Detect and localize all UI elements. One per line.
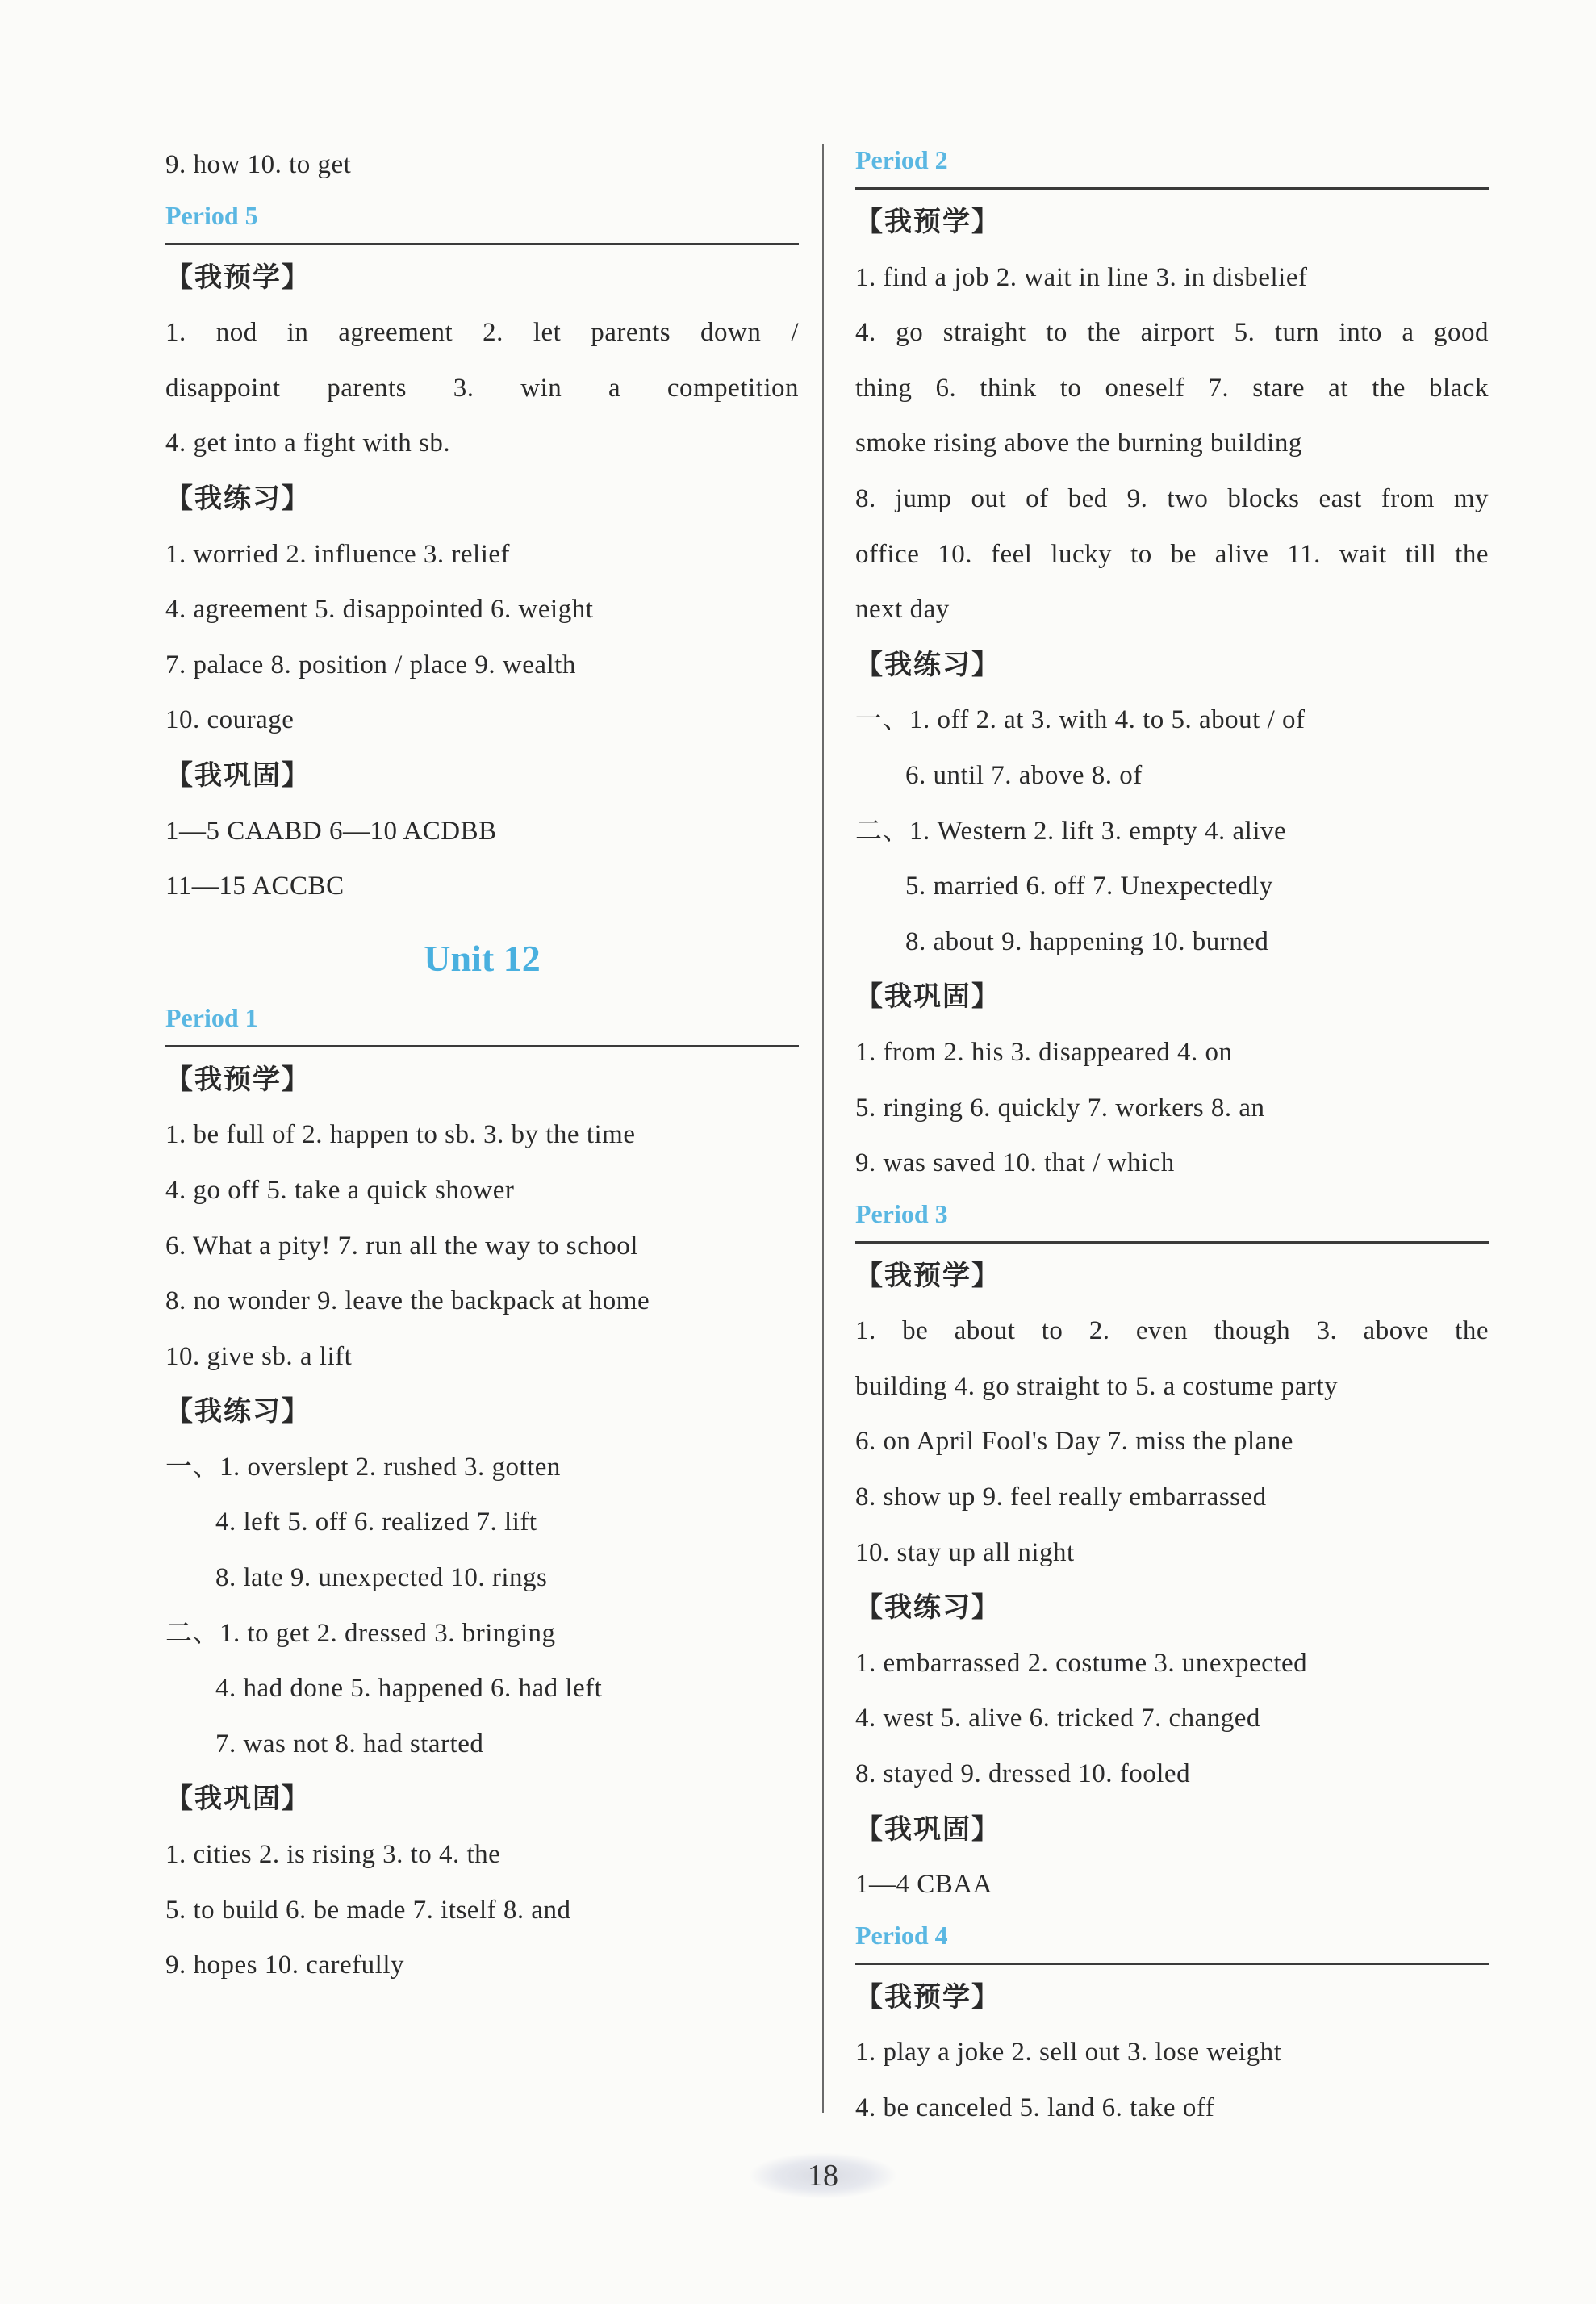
- answer-line: 二、1. Western 2. lift 3. empty 4. alive: [855, 816, 1287, 846]
- answer-line: 4. get into a fight with sb.: [165, 429, 451, 458]
- section-heading: 【我练习】: [165, 482, 311, 515]
- answer-line: 5. married 6. off 7. Unexpectedly: [905, 872, 1273, 901]
- answer-line: 10. stay up all night: [855, 1537, 1075, 1567]
- answer-line: 1—5 CAABD 6—10 ACDBB: [165, 816, 497, 846]
- section-heading: 【我预学】: [855, 1980, 1001, 2013]
- answer-line: 8. stayed 9. dressed 10. fooled: [855, 1759, 1191, 1789]
- period-heading: Period 3: [855, 1191, 1489, 1244]
- section-heading: 【我练习】: [855, 648, 1001, 681]
- answer-line: 6. until 7. above 8. of: [905, 760, 1143, 790]
- answer-line: 10. courage: [165, 705, 295, 735]
- answer-line: office 10. feel lucky to be alive 11. wait till the: [855, 539, 1489, 569]
- answer-line: 8. show up 9. feel really embarrassed: [855, 1482, 1267, 1512]
- answer-line: 1. from 2. his 3. disappeared 4. on: [855, 1037, 1233, 1067]
- answer-line: 8. about 9. happening 10. burned: [905, 926, 1269, 956]
- answer-line: 9. hopes 10. carefully: [165, 1951, 404, 1980]
- period-heading: Period 5: [165, 193, 799, 245]
- period-heading: Period 4: [855, 1913, 1489, 1965]
- answer-line: 9. was saved 10. that / which: [855, 1148, 1175, 1178]
- section-heading: 【我预学】: [165, 261, 311, 294]
- section-heading: 【我预学】: [855, 1259, 1001, 1292]
- answer-line: 1. worried 2. influence 3. relief: [165, 539, 511, 569]
- answer-line: 4. left 5. off 6. realized 7. lift: [215, 1507, 537, 1537]
- section-heading: 【我巩固】: [165, 759, 311, 792]
- section-heading: 【我巩固】: [855, 1813, 1001, 1846]
- section-heading: 【我练习】: [855, 1591, 1001, 1625]
- answer-line: 5. ringing 6. quickly 7. workers 8. an: [855, 1093, 1265, 1123]
- answer-line: smoke rising above the burning building: [855, 429, 1302, 458]
- answer-line: 1. nod in agreement 2. let parents down /: [165, 318, 799, 348]
- answer-line: building 4. go straight to 5. a costume party: [855, 1371, 1339, 1401]
- column-divider: [822, 144, 824, 2113]
- answer-line: 1. be about to 2. even though 3. above the: [855, 1316, 1489, 1346]
- answer-line: 9. how 10. to get: [165, 150, 352, 179]
- answer-line: 6. What a pity! 7. run all the way to school: [165, 1231, 638, 1261]
- answer-line: 4. agreement 5. disappointed 6. weight: [165, 595, 594, 625]
- answer-line: 8. jump out of bed 9. two blocks east from my: [855, 483, 1489, 513]
- answer-line: 8. no wonder 9. leave the backpack at home: [165, 1286, 650, 1316]
- answer-line: 4. be canceled 5. land 6. take off: [855, 2093, 1215, 2122]
- answer-line: 6. on April Fool's Day 7. miss the plane: [855, 1427, 1293, 1457]
- answer-line: 一、1. off 2. at 3. with 4. to 5. about / of: [855, 705, 1306, 735]
- answer-line: next day: [855, 595, 950, 625]
- answer-line: 10. give sb. a lift: [165, 1341, 353, 1371]
- answer-line: 1. be full of 2. happen to sb. 3. by the time: [165, 1120, 636, 1150]
- answer-line: 1—4 CBAA: [855, 1870, 992, 1900]
- answer-line: disappoint parents 3. win a competition: [165, 373, 799, 403]
- period-heading: Period 2: [855, 137, 1489, 190]
- answer-line: 1. embarrassed 2. costume 3. unexpected: [855, 1648, 1308, 1678]
- answer-line: thing 6. think to oneself 7. stare at the black: [855, 373, 1489, 403]
- section-heading: 【我巩固】: [165, 1783, 311, 1816]
- period-heading: Period 1: [165, 995, 799, 1047]
- answer-line: 11—15 ACCBC: [165, 872, 345, 901]
- answer-line: 1. play a joke 2. sell out 3. lose weight: [855, 2038, 1282, 2068]
- answer-line: 1. find a job 2. wait in line 3. in disbelief: [855, 262, 1308, 292]
- answer-line: 7. was not 8. had started: [215, 1729, 484, 1758]
- section-heading: 【我巩固】: [855, 981, 1001, 1014]
- answer-line: 4. go off 5. take a quick shower: [165, 1175, 515, 1205]
- section-heading: 【我预学】: [855, 206, 1001, 238]
- right-column: [855, 137, 1489, 2136]
- answer-line: 1. cities 2. is rising 3. to 4. the: [165, 1840, 501, 1870]
- answer-line: 5. to build 6. be made 7. itself 8. and: [165, 1895, 571, 1925]
- answer-line: 4. go straight to the airport 5. turn into a good: [855, 318, 1489, 348]
- section-heading: 【我练习】: [165, 1395, 311, 1428]
- left-column: [165, 137, 799, 1993]
- section-heading: 【我预学】: [165, 1063, 311, 1096]
- page-number: 18: [750, 2153, 896, 2198]
- answer-line: 4. west 5. alive 6. tricked 7. changed: [855, 1704, 1260, 1733]
- answer-line: 一、1. overslept 2. rushed 3. gotten: [165, 1452, 561, 1482]
- answer-line: 7. palace 8. position / place 9. wealth: [165, 650, 576, 679]
- answer-line: 8. late 9. unexpected 10. rings: [215, 1563, 548, 1593]
- unit-title: Unit 12: [424, 937, 541, 979]
- answer-line: 4. had done 5. happened 6. had left: [215, 1674, 603, 1704]
- answer-line: 二、1. to get 2. dressed 3. bringing: [165, 1618, 556, 1648]
